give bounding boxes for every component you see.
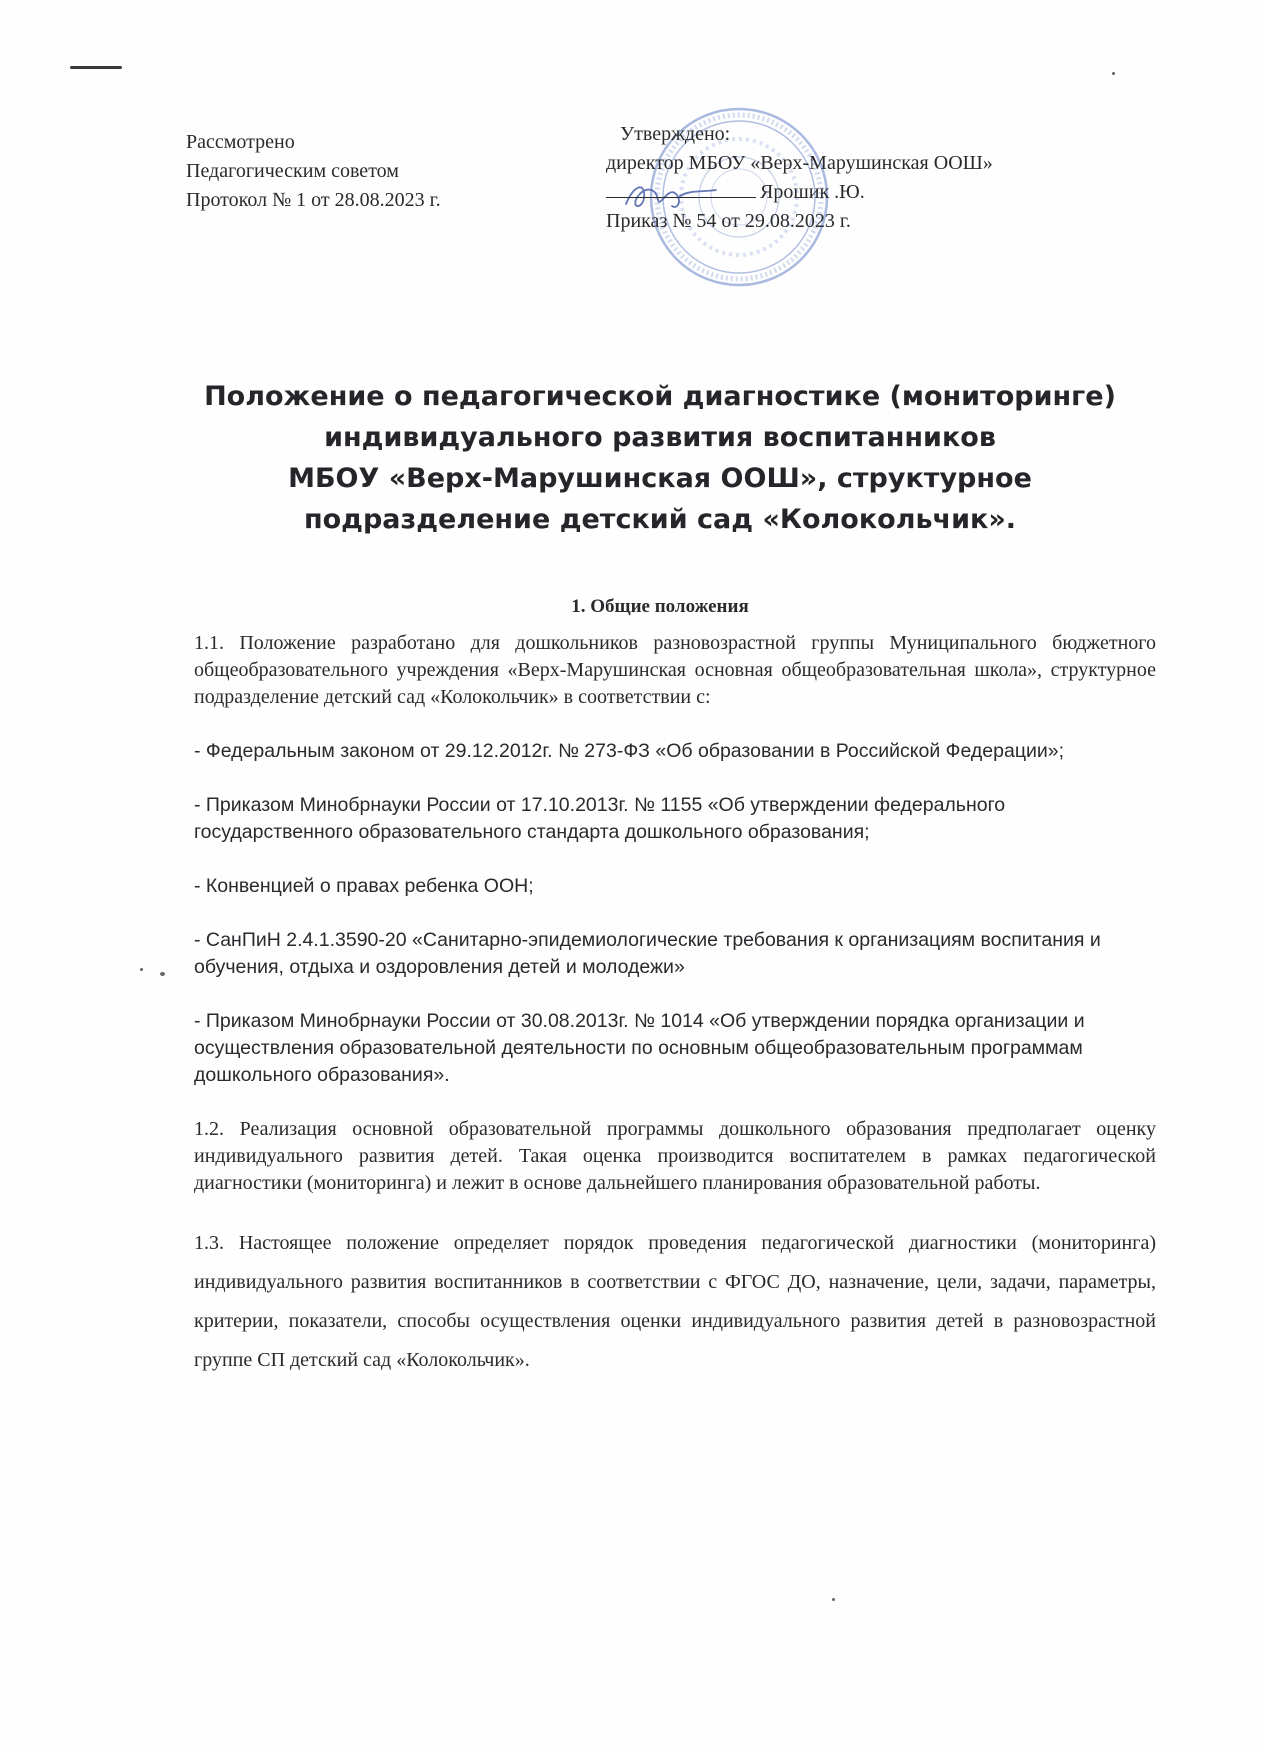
paragraph-1-2: 1.2. Реализация основной образовательной программы дошкольного образования предполагает оценку индивидуального развития детей. Такая оценка производится воспитателем в рамках педагогической диагностики (мониторинга) и лежит в основе дальнейшего планирования образовательной работы.	[194, 1118, 1156, 1194]
list-item: - Федеральным законом от 29.12.2012г. № 273-ФЗ «Об образовании в Российской Федерации»;	[194, 740, 1065, 762]
paragraph-1-3: 1.3. Настоящее положение определяет порядок проведения педагогической диагностики (мониторинга) индивидуального развития воспитанников в соответствии с ФГОС ДО, назначение, цели, задачи, параметры, критерии, показатели, способы осуществления оценки индивидуального развития детей в разновозрастной группе СП детский сад «Колокольчик».	[194, 1232, 1156, 1371]
list-item: - Конвенцией о правах ребенка ООН;	[194, 875, 534, 897]
list-item: - Приказом Минобрнауки России от 30.08.2013г. № 1014 «Об утверждении порядка организации и осуществления образовательной деятельности по основным общеобразовательным программам дошкольного образования».	[194, 1010, 1085, 1086]
title-line: МБОУ «Верх-Марушинская ООШ», структурное	[288, 463, 1032, 494]
director-position: директор МБОУ «Верх-Марушинская ООШ»	[606, 152, 993, 174]
considered-label: Рассмотрено	[186, 131, 295, 153]
title-line: подразделение детский сад «Колокольчик».	[303, 504, 1017, 535]
scan-mark	[70, 66, 122, 69]
director-name: Ярошик .Ю.	[760, 181, 865, 203]
scan-speck	[140, 968, 143, 971]
paragraph-1-1: 1.1. Положение разработано для дошкольников разновозрастной группы Муниципального бюджетного общеобразовательного учреждения «Верх-Марушинская основная общеобразовательная школа», структурное подразделение детский сад «Колокольчик» в соответствии с:	[194, 632, 1156, 708]
document-title	[190, 376, 1130, 540]
scan-speck	[1112, 72, 1115, 75]
considered-block	[186, 128, 441, 215]
scan-speck	[160, 972, 165, 976]
section-heading: 1. Общие положения	[571, 596, 749, 617]
order-number: Приказ № 54 от 29.08.2023 г.	[606, 210, 851, 232]
document-body	[194, 630, 1156, 1407]
protocol-number: Протокол № 1 от 28.08.2023 г.	[186, 189, 441, 211]
list-item: - Приказом Минобрнауки России от 17.10.2013г. № 1155 «Об утверждении федерального государственного образовательного стандарта дошкольного образования;	[194, 794, 1006, 843]
list-item: - СанПиН 2.4.1.3590-20 «Санитарно-эпидемиологические требования к организациям воспитания и обучения, отдыха и оздоровления детей и молодежи»	[194, 929, 1101, 978]
approved-block	[606, 120, 1126, 236]
title-line: Положение о педагогической диагностике (мониторинге)	[204, 381, 1116, 412]
approved-label: Утверждено:	[620, 123, 731, 145]
title-line: индивидуального развития воспитанников	[324, 422, 996, 453]
pedagogical-council: Педагогическим советом	[186, 160, 399, 182]
scan-speck	[832, 1598, 835, 1601]
signature-line	[606, 197, 756, 198]
